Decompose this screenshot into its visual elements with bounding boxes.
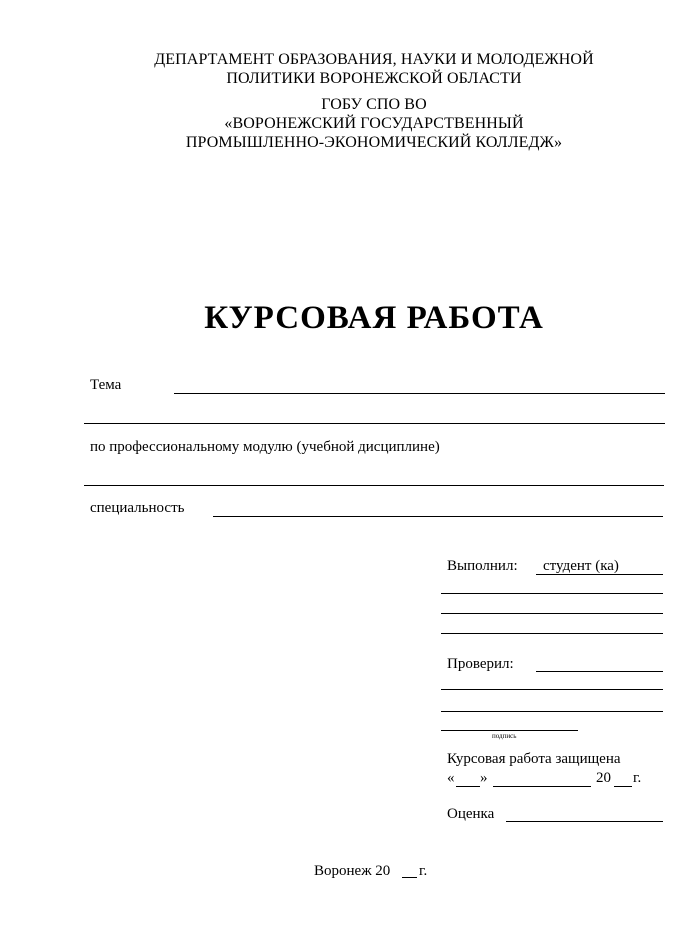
checked-line-3	[441, 711, 663, 712]
document-title: КУРСОВАЯ РАБОТА	[204, 300, 544, 336]
checked-line	[536, 671, 663, 672]
signature-line	[441, 730, 578, 731]
defended-quote-open: «	[447, 770, 455, 786]
grade-label: Оценка	[447, 806, 495, 822]
completed-label: Выполнил:	[447, 558, 518, 574]
completed-line-2	[441, 593, 663, 594]
defended-text: Курсовая работа защищена	[447, 751, 621, 767]
institution-name-line1: «ВОРОНЕЖСКИЙ ГОСУДАРСТВЕННЫЙ	[224, 115, 524, 132]
topic-label: Тема	[90, 377, 122, 393]
checked-label: Проверил:	[447, 656, 514, 672]
institution-type: ГОБУ СПО ВО	[321, 96, 427, 113]
city-year-line	[402, 877, 417, 878]
defended-day-line	[456, 786, 480, 787]
completed-line-3	[441, 613, 663, 614]
institution-name-line2: ПРОМЫШЛЕННО-ЭКОНОМИЧЕСКИЙ КОЛЛЕДЖ»	[185, 134, 563, 151]
completed-line	[536, 574, 663, 575]
module-line	[84, 485, 664, 486]
grade-line	[506, 821, 663, 822]
defended-year-suffix: г.	[633, 770, 642, 786]
completed-value: студент (ка)	[543, 558, 619, 574]
completed-line-4	[441, 633, 663, 634]
defended-quote-close: »	[480, 770, 488, 786]
defended-month-line	[493, 786, 591, 787]
topic-line-2	[84, 423, 665, 424]
city-year-suffix: г.	[419, 863, 428, 879]
city-year: Воронеж 20	[314, 863, 391, 879]
checked-line-2	[441, 689, 663, 690]
signature-caption: подпись	[492, 732, 517, 740]
department-name-line2: ПОЛИТИКИ ВОРОНЕЖСКОЙ ОБЛАСТИ	[226, 70, 522, 87]
defended-year-line	[614, 786, 632, 787]
module-label: по профессиональному модулю (учебной дисциплине)	[90, 439, 440, 455]
specialty-line	[213, 516, 663, 517]
topic-line	[174, 393, 665, 394]
department-name-line1: ДЕПАРТАМЕНТ ОБРАЗОВАНИЯ, НАУКИ И МОЛОДЕЖНОЙ	[154, 51, 594, 68]
defended-year-prefix: 20	[596, 770, 611, 786]
specialty-label: специальность	[90, 500, 185, 516]
